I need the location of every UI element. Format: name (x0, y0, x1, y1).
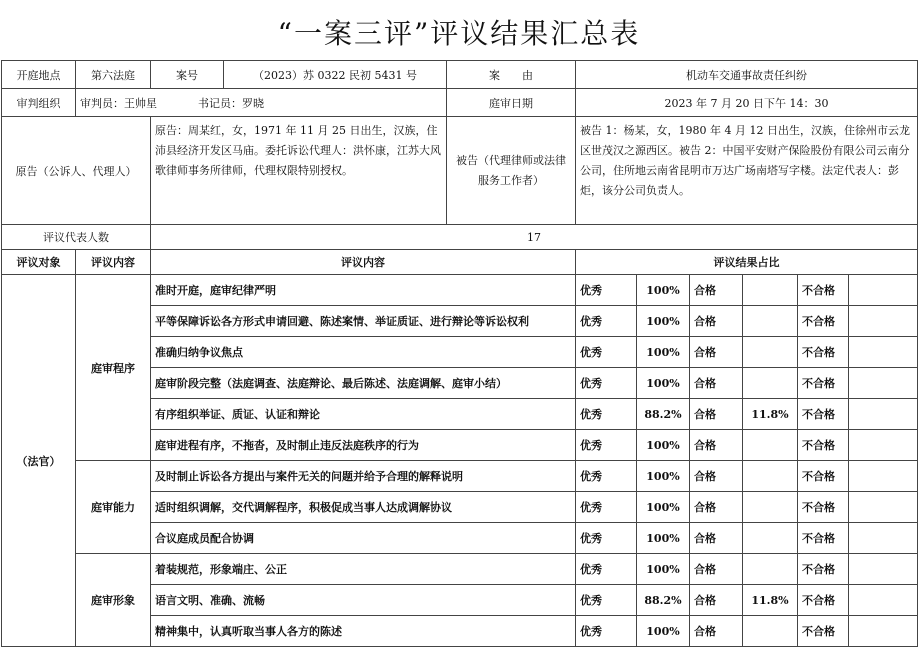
excellent-label: 优秀 (576, 399, 637, 430)
pass-value (743, 492, 798, 523)
fail-label: 不合格 (798, 585, 849, 616)
criterion-text: 语言文明、准确、流畅 (151, 585, 576, 616)
group-name: 庭审程序 (76, 275, 151, 461)
fail-label: 不合格 (798, 275, 849, 306)
fail-label: 不合格 (798, 430, 849, 461)
fail-value (849, 337, 918, 368)
pass-value (743, 337, 798, 368)
criterion-text: 合议庭成员配合协调 (151, 523, 576, 554)
case-no-label: 案号 (151, 61, 224, 89)
trial-org (76, 89, 447, 117)
case-no: （2023）苏 0322 民初 5431 号 (224, 61, 447, 89)
excellent-value: 88.2% (637, 399, 690, 430)
excellent-label: 优秀 (576, 616, 637, 647)
excellent-value: 100% (637, 430, 690, 461)
evaluation-rows (2, 275, 918, 647)
criterion-text: 准确归纳争议焦点 (151, 337, 576, 368)
group-name: 庭审形象 (76, 554, 151, 647)
excellent-value: 100% (637, 492, 690, 523)
excellent-label: 优秀 (576, 492, 637, 523)
pass-value: 11.8% (743, 585, 798, 616)
plaintiff-text: 原告：周某红，女，1971 年 11 月 25 日出生，汉族，住沛县经济开发区马庙。委托诉讼代理人：洪怀康，江苏大风歌律师事务所律师，代理权限特别授权。 (151, 117, 447, 225)
pass-value (743, 461, 798, 492)
excellent-label: 优秀 (576, 306, 637, 337)
page-title: “一案三评”评议结果汇总表 (277, 17, 641, 50)
defendant-text: 被告 1：杨某，女，1980 年 4 月 12 日出生，汉族，住徐州市云龙区世茂汉之源西区。被告 2：中国平安财产保险股份有限公司云南分公司，住所地云南省昆明市万达广场南塔写字楼。法定代表人：彭炬，该分公司负责人。 (576, 117, 918, 225)
fail-value (849, 430, 918, 461)
pass-label: 合格 (690, 585, 743, 616)
object-name: （法官） (2, 275, 76, 647)
info-row-2 (2, 89, 918, 117)
excellent-label: 优秀 (576, 430, 637, 461)
excellent-label: 优秀 (576, 275, 637, 306)
reps-count: 17 (151, 225, 918, 250)
judge-name: 审判员：王帅星 (80, 96, 157, 110)
pass-value (743, 306, 798, 337)
criterion-text: 庭审阶段完整（法庭调查、法庭辩论、最后陈述、法庭调解、庭审小结） (151, 368, 576, 399)
header-row (2, 250, 918, 275)
fail-label: 不合格 (798, 399, 849, 430)
pass-value (743, 275, 798, 306)
excellent-value: 100% (637, 461, 690, 492)
pass-label: 合格 (690, 461, 743, 492)
table-row (2, 554, 918, 585)
excellent-label: 优秀 (576, 585, 637, 616)
pass-value (743, 523, 798, 554)
excellent-label: 优秀 (576, 461, 637, 492)
pass-value (743, 616, 798, 647)
criterion-text: 着装规范，形象端庄、公正 (151, 554, 576, 585)
fail-label: 不合格 (798, 492, 849, 523)
excellent-value: 100% (637, 337, 690, 368)
cause: 机动车交通事故责任纠纷 (576, 61, 918, 89)
fail-label: 不合格 (798, 523, 849, 554)
plaintiff-label: 原告（公诉人、代理人） (2, 117, 151, 225)
pass-label: 合格 (690, 523, 743, 554)
excellent-value: 100% (637, 554, 690, 585)
fail-label: 不合格 (798, 368, 849, 399)
pass-label: 合格 (690, 554, 743, 585)
defendant-label: 被告（代理律师或法律服务工作者） (447, 117, 576, 225)
fail-value (849, 368, 918, 399)
excellent-label: 优秀 (576, 523, 637, 554)
pass-value (743, 554, 798, 585)
evaluation-table (1, 60, 918, 647)
fail-value (849, 275, 918, 306)
pass-label: 合格 (690, 368, 743, 399)
fail-label: 不合格 (798, 554, 849, 585)
excellent-value: 100% (637, 275, 690, 306)
fail-label: 不合格 (798, 616, 849, 647)
pass-label: 合格 (690, 430, 743, 461)
fail-value (849, 523, 918, 554)
court-location: 第六法庭 (76, 61, 151, 89)
fail-label: 不合格 (798, 306, 849, 337)
excellent-value: 100% (637, 523, 690, 554)
criterion-text: 准时开庭，庭审纪律严明 (151, 275, 576, 306)
fail-value (849, 306, 918, 337)
table-row (2, 461, 918, 492)
reps-label: 评议代表人数 (2, 225, 151, 250)
trial-date: 2023 年 7 月 20 日下午 14：30 (576, 89, 918, 117)
pass-label: 合格 (690, 492, 743, 523)
excellent-value: 100% (637, 306, 690, 337)
pass-value: 11.8% (743, 399, 798, 430)
header-content-category: 评议内容 (76, 250, 151, 275)
criterion-text: 有序组织举证、质证、认证和辩论 (151, 399, 576, 430)
court-location-label: 开庭地点 (2, 61, 76, 89)
fail-label: 不合格 (798, 337, 849, 368)
table-row (2, 275, 918, 306)
pass-label: 合格 (690, 337, 743, 368)
excellent-label: 优秀 (576, 368, 637, 399)
reps-row (2, 225, 918, 250)
header-result: 评议结果占比 (576, 250, 918, 275)
excellent-label: 优秀 (576, 337, 637, 368)
excellent-label: 优秀 (576, 554, 637, 585)
trial-org-label: 审判组织 (2, 89, 76, 117)
cause-label: 案 由 (447, 61, 576, 89)
pass-value (743, 430, 798, 461)
criterion-text: 适时组织调解，交代调解程序，积极促成当事人达成调解协议 (151, 492, 576, 523)
group-name: 庭审能力 (76, 461, 151, 554)
header-content: 评议内容 (151, 250, 576, 275)
criterion-text: 庭审进程有序，不拖沓，及时制止违反法庭秩序的行为 (151, 430, 576, 461)
excellent-value: 100% (637, 368, 690, 399)
trial-date-label: 庭审日期 (447, 89, 576, 117)
pass-label: 合格 (690, 306, 743, 337)
fail-value (849, 492, 918, 523)
criterion-text: 平等保障诉讼各方形式申请回避、陈述案情、举证质证、进行辩论等诉讼权利 (151, 306, 576, 337)
criterion-text: 精神集中，认真听取当事人各方的陈述 (151, 616, 576, 647)
header-object: 评议对象 (2, 250, 76, 275)
fail-value (849, 554, 918, 585)
parties-row (2, 117, 918, 225)
fail-value (849, 585, 918, 616)
info-row-1 (2, 61, 918, 89)
criterion-text: 及时制止诉讼各方提出与案件无关的问题并给予合理的解释说明 (151, 461, 576, 492)
fail-label: 不合格 (798, 461, 849, 492)
excellent-value: 100% (637, 616, 690, 647)
pass-label: 合格 (690, 616, 743, 647)
pass-label: 合格 (690, 399, 743, 430)
fail-value (849, 399, 918, 430)
excellent-value: 88.2% (637, 585, 690, 616)
clerk-name: 书记员：罗晓 (198, 96, 264, 110)
pass-label: 合格 (690, 275, 743, 306)
fail-value (849, 461, 918, 492)
fail-value (849, 616, 918, 647)
pass-value (743, 368, 798, 399)
